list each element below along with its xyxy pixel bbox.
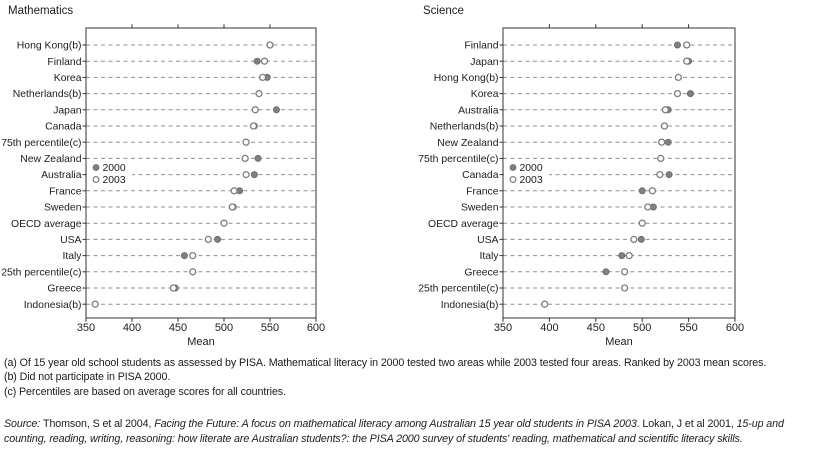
legend-2000-label: 2000 — [102, 163, 126, 174]
data-point-2003 — [684, 42, 690, 48]
category-label: Korea — [53, 73, 82, 84]
legend-2003-marker — [510, 177, 516, 183]
category-label: Japan — [470, 56, 499, 68]
x-axis-title: Mean — [187, 336, 215, 348]
data-point-2000 — [273, 107, 279, 113]
data-point-2000 — [638, 236, 644, 242]
x-axis-tick-label: 600 — [725, 322, 745, 334]
data-point-2003 — [261, 58, 267, 64]
x-axis-tick-label: 400 — [122, 322, 142, 334]
footnotes — [4, 356, 816, 399]
data-point-2003 — [645, 204, 651, 210]
data-point-2003 — [662, 107, 668, 113]
category-label: Japan — [53, 105, 82, 117]
category-label: 75th percentile(c) — [1, 137, 82, 149]
category-label: Australia — [41, 170, 82, 182]
data-point-2000 — [215, 236, 221, 242]
legend-2003-label: 2003 — [519, 175, 543, 186]
source-segment: Facing the Future: A focus on mathematical literacy among Australian 15 year old students in PISA 2003 — [154, 418, 637, 430]
category-label: Netherlands(b) — [12, 89, 82, 101]
data-point-2003 — [229, 204, 235, 210]
data-point-2003 — [657, 172, 663, 178]
category-label: OECD average — [428, 218, 499, 230]
data-point-2003 — [242, 155, 248, 161]
data-point-2003 — [252, 107, 258, 113]
x-axis-tick-label: 550 — [679, 322, 698, 334]
x-axis-tick-label: 350 — [493, 322, 513, 334]
category-label: New Zealand — [20, 154, 82, 165]
source-segment: Source: — [4, 418, 44, 430]
science-chart — [409, 0, 818, 352]
source-segment: Thomson, S et al 2004, — [43, 418, 155, 430]
data-point-2000 — [665, 139, 671, 145]
data-point-2003 — [190, 253, 196, 259]
category-label: 25th percentile(c) — [1, 267, 82, 279]
data-point-2000 — [254, 58, 260, 64]
data-point-2003 — [256, 91, 262, 97]
data-point-2003 — [267, 42, 273, 48]
data-point-2003 — [684, 58, 690, 64]
category-label: New Zealand — [437, 137, 499, 149]
category-label: 75th percentile(c) — [418, 154, 499, 165]
data-point-2003 — [170, 285, 176, 291]
science-plot — [409, 0, 818, 352]
mathematics-chart-title: Mathematics — [8, 5, 74, 17]
legend-2000-marker — [510, 165, 516, 171]
data-point-2003 — [659, 139, 665, 145]
category-label: France — [49, 186, 82, 198]
data-point-2003 — [260, 74, 266, 80]
source-citation — [4, 417, 817, 447]
category-label: Sweden — [460, 202, 499, 214]
category-label: Australia — [458, 105, 499, 117]
x-axis-tick-label: 500 — [633, 322, 652, 334]
data-point-2003 — [622, 269, 628, 275]
data-point-2003 — [639, 220, 645, 226]
category-label: Hong Kong(b) — [433, 73, 499, 84]
science-chart-title: Science — [423, 5, 464, 17]
data-point-2003 — [626, 253, 632, 259]
data-point-2000 — [674, 42, 680, 48]
data-point-2003 — [190, 269, 196, 275]
data-point-2000 — [639, 188, 645, 194]
x-axis-tick-label: 400 — [540, 322, 559, 334]
category-label: Greece — [47, 283, 82, 295]
x-axis-tick-label: 350 — [76, 322, 96, 334]
x-axis-tick-label: 450 — [168, 322, 188, 334]
data-point-2003 — [542, 301, 548, 307]
x-axis-title: Mean — [605, 336, 633, 348]
footnote-c: (c) Percentiles are based on average scores for all countries. — [4, 385, 286, 398]
legend-2003-label: 2003 — [102, 175, 126, 186]
data-point-2003 — [221, 220, 227, 226]
category-label: Italy — [62, 251, 82, 263]
footnote-b: (b) Did not participate in PISA 2000. — [4, 371, 171, 384]
footnote-a: (a) Of 15 year old school students as assessed by PISA. Mathematical literacy in 2000 tested two areas while 2003 tested four areas. Ranked by 2003 mean scores. — [4, 357, 767, 369]
data-point-2000 — [251, 172, 257, 178]
data-point-2000 — [666, 172, 672, 178]
data-point-2003 — [92, 301, 98, 307]
data-point-2003 — [661, 123, 667, 129]
category-label: OECD average — [11, 218, 82, 230]
category-label: Canada — [462, 170, 499, 182]
category-label: USA — [60, 235, 82, 246]
data-point-2003 — [205, 236, 211, 242]
category-label: Indonesia(b) — [23, 299, 82, 311]
category-label: Indonesia(b) — [440, 299, 499, 311]
mathematics-chart — [0, 0, 409, 352]
data-point-2000 — [255, 155, 261, 161]
category-label: Netherlands(b) — [429, 121, 499, 133]
category-label: Sweden — [43, 202, 82, 214]
legend-2000-label: 2000 — [519, 163, 543, 174]
data-point-2003 — [231, 188, 237, 194]
category-label: 25th percentile(c) — [418, 283, 499, 295]
data-point-2000 — [687, 91, 693, 97]
category-label: Greece — [464, 267, 499, 279]
source-segment: 15-up and counting, reading, writing, reasoning: how literate are Australian students?: the PISA 2000 survey of students' reading, mathematical and scientific literacy skills. — [4, 418, 784, 445]
legend-2003-marker — [93, 177, 99, 183]
data-point-2003 — [243, 139, 249, 145]
source-segment: . Lokan, J et al 2001, — [636, 418, 737, 430]
data-point-2003 — [675, 74, 681, 80]
data-point-2003 — [250, 123, 256, 129]
data-point-2000 — [603, 269, 609, 275]
category-label: USA — [477, 235, 499, 246]
data-point-2003 — [658, 155, 664, 161]
mathematics-plot — [0, 0, 409, 352]
category-label: Canada — [45, 121, 82, 133]
data-point-2003 — [674, 91, 680, 97]
category-label: Finland — [464, 40, 499, 52]
legend-2000-marker — [93, 165, 99, 171]
x-axis-tick-label: 600 — [306, 322, 326, 334]
data-point-2000 — [181, 253, 187, 259]
x-axis-tick-label: 550 — [260, 322, 280, 334]
data-point-2003 — [243, 172, 249, 178]
category-label: Korea — [470, 89, 499, 101]
category-label: France — [466, 186, 499, 198]
category-label: Finland — [47, 56, 82, 68]
x-axis-tick-label: 500 — [214, 322, 234, 334]
category-label: Hong Kong(b) — [16, 40, 82, 52]
data-point-2000 — [619, 253, 625, 259]
data-point-2003 — [649, 188, 655, 194]
data-point-2003 — [631, 236, 637, 242]
data-point-2003 — [622, 285, 628, 291]
x-axis-tick-label: 450 — [586, 322, 605, 334]
category-label: Italy — [479, 251, 499, 263]
